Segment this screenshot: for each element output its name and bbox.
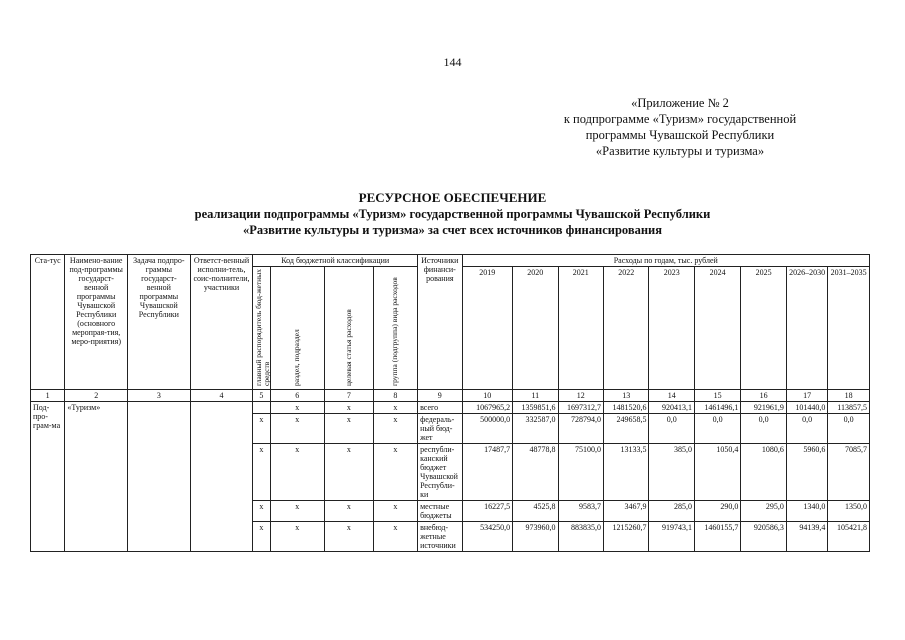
value-cell: 728794,0 xyxy=(558,414,603,444)
header-year: 2023 xyxy=(649,267,694,390)
header-year: 2024 xyxy=(694,267,740,390)
header-year: 2031–2035 xyxy=(828,267,870,390)
column-number: 14 xyxy=(649,390,694,402)
column-number: 13 xyxy=(604,390,649,402)
appendix-block xyxy=(520,95,840,159)
source-cell: федераль-ный бюд-жет xyxy=(418,414,462,444)
header-code-group: группа (подгруппа) вида расходов xyxy=(373,267,418,390)
value-cell: 1080,6 xyxy=(741,444,786,501)
header-name: Наимено-вание под-программы государст-венной программы Чувашской Республики (основного меропрая-тия, меро-приятия) xyxy=(65,255,128,390)
value-cell: 1340,0 xyxy=(786,501,827,522)
value-cell: 1461496,1 xyxy=(694,402,740,414)
code-cell: x xyxy=(270,522,325,552)
value-cell: 385,0 xyxy=(649,444,694,501)
value-cell: 9583,7 xyxy=(558,501,603,522)
code-cell: x xyxy=(373,402,418,414)
code-cell: x xyxy=(253,522,270,552)
value-cell: 1481520,6 xyxy=(604,402,649,414)
source-cell: внебюд-жетные источники xyxy=(418,522,462,552)
value-cell: 1215260,7 xyxy=(604,522,649,552)
value-cell: 75100,0 xyxy=(558,444,603,501)
table-row xyxy=(31,402,870,414)
value-cell: 285,0 xyxy=(649,501,694,522)
code-cell: x xyxy=(373,501,418,522)
header-year: 2019 xyxy=(462,267,513,390)
value-cell: 0,0 xyxy=(786,414,827,444)
value-cell: 101440,0 xyxy=(786,402,827,414)
header-budget-code: Код бюджетной классификации xyxy=(253,255,418,267)
header-status: Ста-тус xyxy=(31,255,65,390)
task-cell xyxy=(128,402,191,552)
header-code-section: раздел, подраздел xyxy=(270,267,325,390)
value-cell: 0,0 xyxy=(828,414,870,444)
column-number: 1 xyxy=(31,390,65,402)
value-cell: 973960,0 xyxy=(513,522,558,552)
value-cell: 332587,0 xyxy=(513,414,558,444)
responsible-cell xyxy=(190,402,253,552)
source-cell: местные бюджеты xyxy=(418,501,462,522)
value-cell: 113857,5 xyxy=(828,402,870,414)
value-cell: 534250,0 xyxy=(462,522,513,552)
value-cell: 0,0 xyxy=(694,414,740,444)
value-cell: 0,0 xyxy=(649,414,694,444)
column-number: 6 xyxy=(270,390,325,402)
header-sources: Источники финанси-рования xyxy=(418,255,462,390)
column-number: 9 xyxy=(418,390,462,402)
header-year: 2026–2030 xyxy=(786,267,827,390)
status-cell: Под-про-грам-ма xyxy=(31,402,65,552)
value-cell: 1697312,7 xyxy=(558,402,603,414)
column-numbers-row xyxy=(31,390,870,402)
code-cell: x xyxy=(270,414,325,444)
header-responsible: Ответст-венный исполни-тель, соис-полнители, участники xyxy=(190,255,253,390)
column-number: 16 xyxy=(741,390,786,402)
code-cell: x xyxy=(325,522,374,552)
column-number: 4 xyxy=(190,390,253,402)
value-cell: 4525,8 xyxy=(513,501,558,522)
column-number: 7 xyxy=(325,390,374,402)
header-code-grbs: главный распорядитель бюд-жетных средств xyxy=(253,267,270,390)
value-cell: 5960,6 xyxy=(786,444,827,501)
code-cell: x xyxy=(253,414,270,444)
value-cell: 500000,0 xyxy=(462,414,513,444)
code-cell: x xyxy=(325,402,374,414)
value-cell: 13133,5 xyxy=(604,444,649,501)
appendix-line: «Приложение № 2 xyxy=(631,96,729,110)
document-title xyxy=(0,190,905,238)
column-number: 10 xyxy=(462,390,513,402)
header-year: 2021 xyxy=(558,267,603,390)
value-cell: 48778,8 xyxy=(513,444,558,501)
value-cell: 105421,8 xyxy=(828,522,870,552)
value-cell: 1359851,6 xyxy=(513,402,558,414)
value-cell: 1067965,2 xyxy=(462,402,513,414)
code-cell: x xyxy=(270,444,325,501)
value-cell: 94139,4 xyxy=(786,522,827,552)
value-cell: 295,0 xyxy=(741,501,786,522)
name-cell: «Туризм» xyxy=(65,402,128,552)
code-cell: x xyxy=(373,414,418,444)
value-cell: 1350,0 xyxy=(828,501,870,522)
column-number: 2 xyxy=(65,390,128,402)
column-number: 11 xyxy=(513,390,558,402)
value-cell: 920413,1 xyxy=(649,402,694,414)
value-cell: 290,0 xyxy=(694,501,740,522)
value-cell: 921961,9 xyxy=(741,402,786,414)
header-year: 2020 xyxy=(513,267,558,390)
value-cell: 920586,3 xyxy=(741,522,786,552)
resource-table xyxy=(30,254,870,552)
title-line-2: реализации подпрограммы «Туризм» государственной программы Чувашской Республики xyxy=(194,207,711,221)
code-cell: x xyxy=(373,444,418,501)
code-cell: x xyxy=(270,501,325,522)
title-line-3: «Развитие культуры и туризма» за счет всех источников финансирования xyxy=(242,223,662,237)
value-cell: 919743,1 xyxy=(649,522,694,552)
header-code-target: целевая статья расходов xyxy=(325,267,374,390)
header-year: 2025 xyxy=(741,267,786,390)
title-line-1: РЕСУРСНОЕ ОБЕСПЕЧЕНИЕ xyxy=(358,190,547,205)
source-cell: всего xyxy=(418,402,462,414)
code-cell: x xyxy=(253,501,270,522)
code-cell: x xyxy=(270,402,325,414)
value-cell: 883835,0 xyxy=(558,522,603,552)
source-cell: республи-канский бюджет Чувашской Республи-ки xyxy=(418,444,462,501)
column-number: 18 xyxy=(828,390,870,402)
column-number: 8 xyxy=(373,390,418,402)
value-cell: 16227,5 xyxy=(462,501,513,522)
code-cell xyxy=(253,402,270,414)
value-cell: 1050,4 xyxy=(694,444,740,501)
value-cell: 17487,7 xyxy=(462,444,513,501)
column-number: 15 xyxy=(694,390,740,402)
value-cell: 3467,9 xyxy=(604,501,649,522)
code-cell: x xyxy=(325,414,374,444)
header-year: 2022 xyxy=(604,267,649,390)
header-expenses: Расходы по годам, тыс. рублей xyxy=(462,255,869,267)
column-number: 5 xyxy=(253,390,270,402)
appendix-line: к подпрограмме «Туризм» государственной xyxy=(563,112,797,126)
value-cell: 249658,5 xyxy=(604,414,649,444)
appendix-line: программы Чувашской Республики xyxy=(585,128,775,142)
code-cell: x xyxy=(253,444,270,501)
column-number: 12 xyxy=(558,390,603,402)
appendix-line: «Развитие культуры и туризма» xyxy=(595,144,765,158)
code-cell: x xyxy=(325,444,374,501)
column-number: 17 xyxy=(786,390,827,402)
value-cell: 0,0 xyxy=(741,414,786,444)
code-cell: x xyxy=(373,522,418,552)
page-number: 144 xyxy=(443,55,462,69)
value-cell: 1460155,7 xyxy=(694,522,740,552)
column-number: 3 xyxy=(128,390,191,402)
code-cell: x xyxy=(325,501,374,522)
value-cell: 7085,7 xyxy=(828,444,870,501)
header-task: Задача подпро-граммы государст-венной программы Чувашской Республики xyxy=(128,255,191,390)
